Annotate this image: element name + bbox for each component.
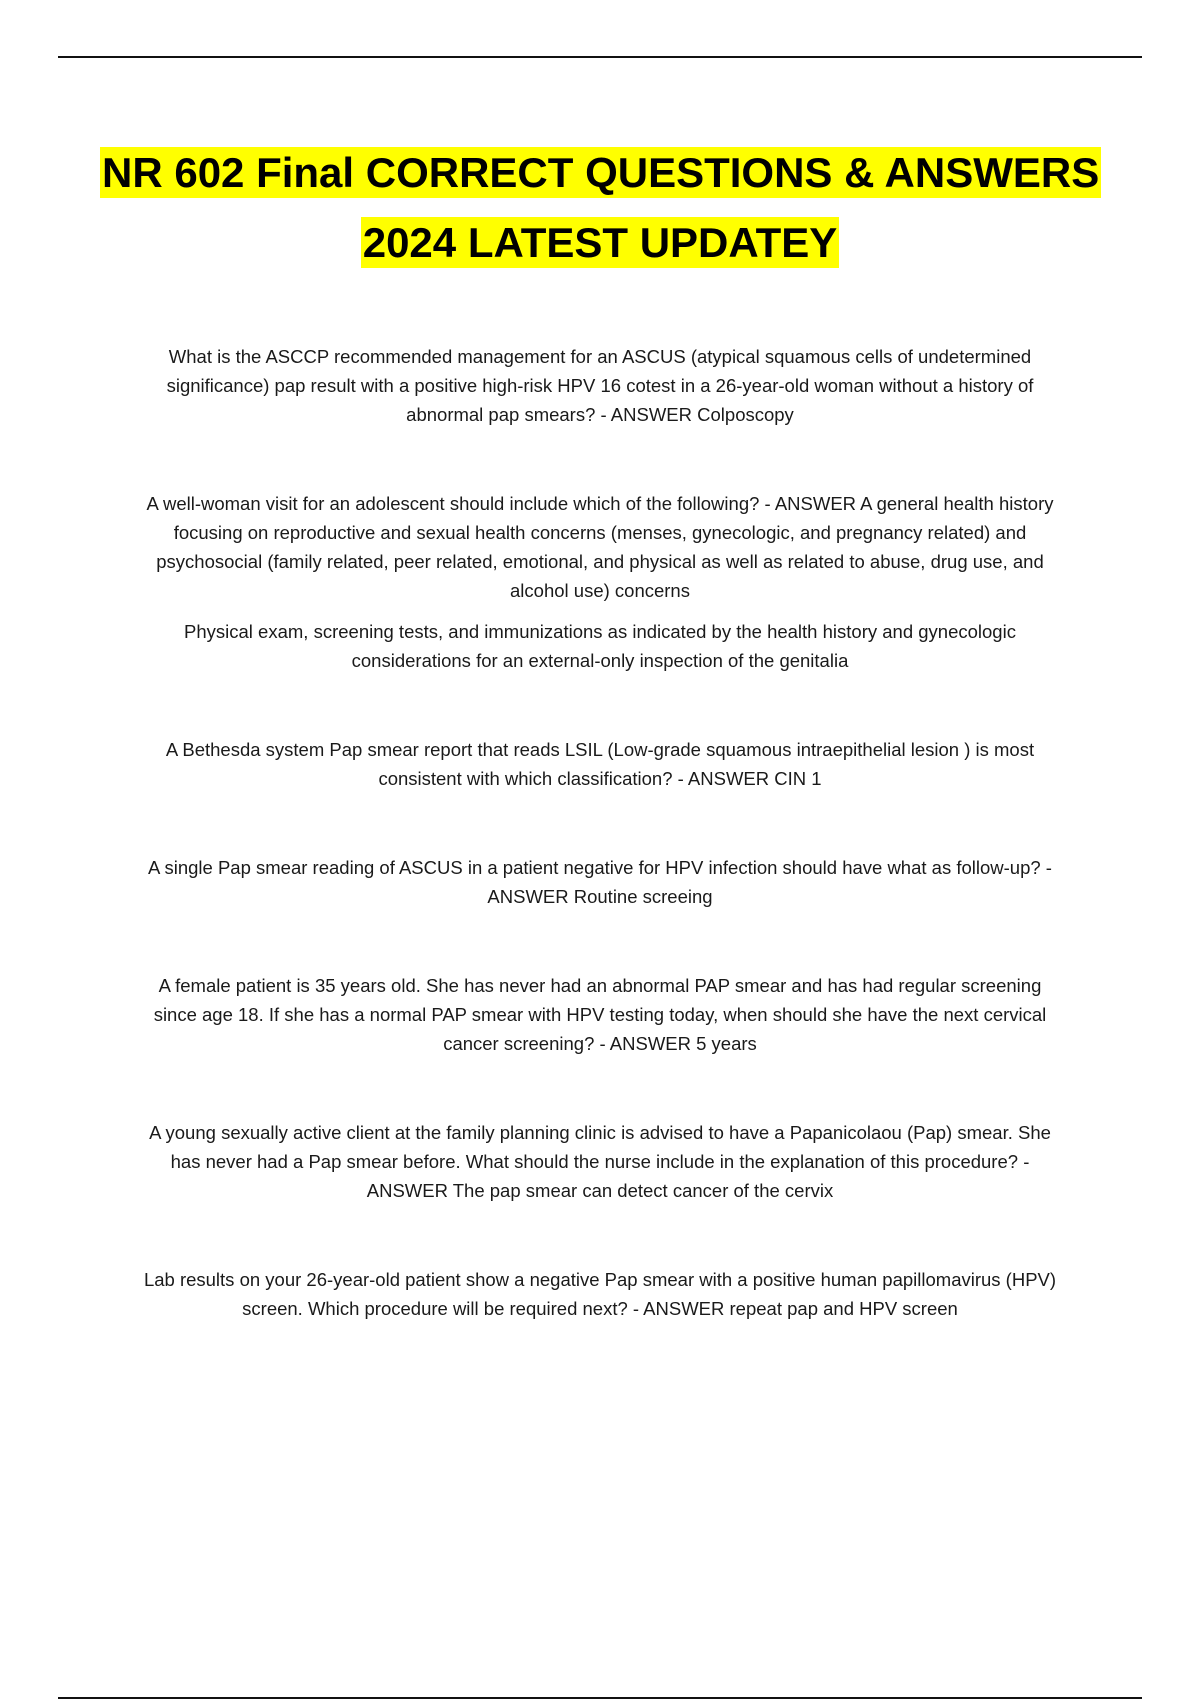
qa-paragraph: Lab results on your 26-year-old patient show a negative Pap smear with a positive human papillomavirus (HPV) screen. Which procedure will be required next? - ANSWER repeat pap and HPV screen [143,1269,1057,1319]
qa-list [140,342,1060,1383]
qa-paragraph: What is the ASCCP recommended management for an ASCUS (atypical squamous cells of undetermined significance) pap result with a positive high-risk HPV 16 cotest in a 26-year-old woman without a history of abnormal pap smears? - ANSWER Colposcopy [166,346,1034,425]
bottom-rule [58,1697,1142,1699]
document-title [100,138,1100,278]
qa-paragraph: A Bethesda system Pap smear report that reads LSIL (Low-grade squamous intraepithelial lesion ) is most consistent with which classification? - ANSWER CIN 1 [165,739,1035,789]
qa-item [140,342,1060,429]
qa-paragraph: A young sexually active client at the family planning clinic is advised to have a Papanicolaou (Pap) smear. She has never had a Pap smear before. What should the nurse include in the explanation of this procedure? - ANSWER The pap smear can detect cancer of the cervix [149,1122,1051,1201]
qa-item [140,735,1060,793]
qa-item [140,971,1060,1058]
qa-paragraph: A female patient is 35 years old. She has never had an abnormal PAP smear and has had regular screening since age 18. If she has a normal PAP smear with HPV testing today, when should she have the next cervical cancer screening? - ANSWER 5 years [153,975,1047,1054]
qa-paragraph: Physical exam, screening tests, and immunizations as indicated by the health history and gynecologic considerations for an external-only inspection of the genitalia [184,621,1016,671]
top-rule [58,56,1142,58]
qa-paragraph: A single Pap smear reading of ASCUS in a patient negative for HPV infection should have what as follow-up? - ANSWER Routine screeing [148,857,1052,907]
qa-paragraph: A well-woman visit for an adolescent should include which of the following? - ANSWER A general health history focusing on reproductive and sexual health concerns (menses, gynecologic, and pregnancy related) and psychosocial (family related, peer related, emotional, and physical as well as related to abuse, drug use, and alcohol use) concerns [146,493,1054,601]
qa-item [140,1265,1060,1323]
qa-item [140,853,1060,911]
qa-item [140,1118,1060,1205]
title-highlight: NR 602 Final CORRECT QUESTIONS & ANSWERS 2024 LATEST UPDATEY [102,149,1100,266]
qa-item [140,489,1060,675]
